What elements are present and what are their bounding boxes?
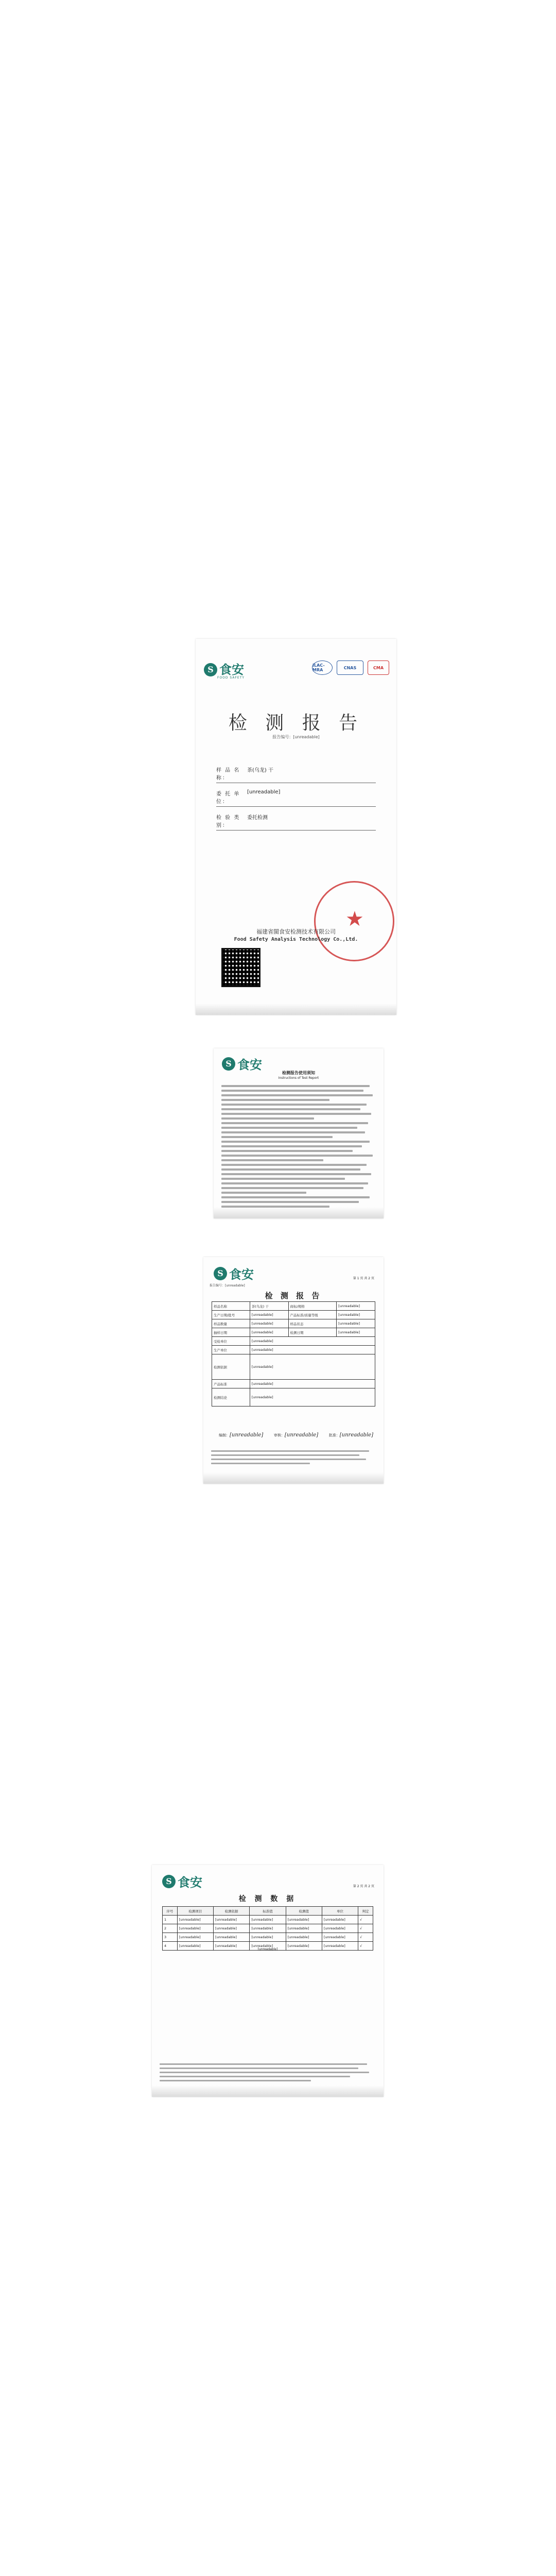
notice-body-text (221, 1082, 376, 1210)
logo-mark-icon: S (162, 1875, 176, 1888)
table-cell: √ (358, 1924, 373, 1933)
table-cell: [unreadable] (250, 1380, 375, 1388)
table-cell: 样品数量 (212, 1319, 250, 1328)
info-value: [unreadable] (247, 789, 281, 795)
table-cell: [unreadable] (250, 1346, 375, 1354)
report-number (210, 1283, 245, 1287)
data-table (162, 1906, 373, 1951)
table-cell: 检测结论 (212, 1388, 250, 1406)
table-cell: [unreadable] (250, 1916, 286, 1924)
table-row (212, 1319, 375, 1328)
certification-marks (312, 660, 389, 675)
table-cell: [unreadable] (250, 1924, 286, 1933)
sign-field (219, 1432, 263, 1438)
logo-text: 食安 (219, 662, 244, 677)
table-cell: [unreadable] (214, 1916, 250, 1924)
ilac-mark-icon: ILAC-MRA (312, 660, 333, 675)
table-cell: [unreadable] (214, 1942, 250, 1951)
info-row (216, 762, 376, 783)
table-row (163, 1924, 373, 1933)
logo-text: 食安 (237, 1057, 262, 1072)
report-number-value: [unreadable] (293, 735, 320, 739)
summary-table (212, 1301, 375, 1406)
table-cell: [unreadable] (337, 1328, 375, 1337)
report-title: 检 测 报 告 (228, 713, 364, 734)
table-row (212, 1380, 375, 1388)
table-cell: [unreadable] (286, 1916, 322, 1924)
logo-text: 食安 (229, 1267, 254, 1282)
notice-title: 检测报告使用须知 (282, 1071, 315, 1075)
sign-name: [unreadable] (339, 1432, 373, 1438)
table-cell: [unreadable] (322, 1924, 358, 1933)
logo-mark-icon: S (214, 1267, 227, 1280)
sign-name: [unreadable] (284, 1432, 319, 1438)
logo-mark-icon: S (204, 663, 217, 676)
table-cell: [unreadable] (250, 1942, 286, 1951)
table-cell: [unreadable] (250, 1388, 375, 1406)
report-number (196, 734, 396, 740)
logo-subtext: FOOD SAFETY (217, 676, 245, 680)
table-cell: 检测日期 (288, 1328, 337, 1337)
table-cell: [unreadable] (322, 1942, 358, 1951)
sign-field (329, 1432, 373, 1438)
info-label: 委 托 单 位： (216, 791, 240, 805)
table-row (212, 1302, 375, 1311)
table-cell: 抽样日期 (212, 1328, 250, 1337)
cma-mark-icon: CMA (368, 660, 389, 675)
table-cell: 商标/规格 (288, 1302, 337, 1311)
table-cell: [unreadable] (286, 1924, 322, 1933)
page-edge-shadow (152, 2086, 384, 2097)
notice-page (214, 1048, 384, 1218)
table-cell: 受检单位 (212, 1337, 250, 1346)
organization-name: 福建省閩食安检测技术有限公司 (256, 928, 336, 935)
footnote-text (211, 1448, 376, 1467)
page-number: 第 2 页 共 2 页 (353, 1885, 374, 1888)
sign-label: 编制： (219, 1433, 230, 1437)
page-number: 第 1 页 共 2 页 (353, 1277, 374, 1280)
info-value: 茶(乌龙) 干 (247, 768, 273, 773)
table-cell: 样品名称 (212, 1302, 250, 1311)
info-row (216, 786, 376, 807)
summary-title: 检 测 报 告 (265, 1291, 322, 1300)
table-cell: 生产日期/批号 (212, 1311, 250, 1319)
table-cell: 生产单位 (212, 1346, 250, 1354)
table-cell: [unreadable] (177, 1942, 213, 1951)
table-cell: 4 (163, 1942, 178, 1951)
page-edge-shadow (196, 1004, 396, 1015)
column-header: 检测项目 (177, 1907, 213, 1916)
table-cell: √ (358, 1916, 373, 1924)
table-cell: √ (358, 1933, 373, 1942)
summary-page (203, 1257, 384, 1484)
logo-text: 食安 (178, 1875, 202, 1890)
table-cell: 检测依据 (212, 1354, 250, 1380)
cover-info-fields (216, 762, 376, 834)
table-header-row (163, 1907, 373, 1916)
table-cell: 茶(乌龙) 干 (250, 1302, 288, 1311)
sign-name: [unreadable] (230, 1432, 264, 1438)
official-seal (314, 881, 394, 961)
table-cell: [unreadable] (322, 1916, 358, 1924)
table-row (212, 1311, 375, 1319)
notice-title-en: Instructions of Test Report (278, 1076, 319, 1080)
company-logo (162, 1872, 202, 1890)
table-row (163, 1933, 373, 1942)
table-cell: [unreadable] (286, 1942, 322, 1951)
info-value: 委托检测 (247, 815, 268, 821)
table-row (163, 1916, 373, 1924)
table-cell: 1 (163, 1916, 178, 1924)
table-cell: [unreadable] (337, 1311, 375, 1319)
table-cell: 3 (163, 1933, 178, 1942)
table-cell: √ (358, 1942, 373, 1951)
table-row (212, 1337, 375, 1346)
column-header: 检测值 (286, 1907, 322, 1916)
company-logo (204, 659, 245, 680)
qr-code (221, 948, 260, 987)
table-row (212, 1388, 375, 1406)
table-row (212, 1354, 375, 1380)
table-cell: [unreadable] (250, 1354, 375, 1380)
column-header: 判定 (358, 1907, 373, 1916)
sign-label: 批准： (328, 1433, 340, 1437)
column-header: 标准值 (250, 1907, 286, 1916)
info-row (216, 810, 376, 831)
end-of-data-mark: [unreadable] (257, 1947, 278, 1951)
sign-field (274, 1432, 318, 1438)
table-cell: [unreadable] (250, 1933, 286, 1942)
table-cell: [unreadable] (250, 1311, 288, 1319)
sign-label: 审核： (273, 1433, 285, 1437)
table-cell: 产品标准 (212, 1380, 250, 1388)
table-row (212, 1328, 375, 1337)
report-number-label: 报告编号： (272, 735, 293, 739)
table-cell: [unreadable] (214, 1933, 250, 1942)
seal-star-icon: ★ (345, 907, 364, 931)
column-header: 单位 (322, 1907, 358, 1916)
logo-mark-icon: S (222, 1057, 235, 1071)
data-page (152, 1865, 384, 2097)
info-label: 检 验 类 别： (216, 815, 240, 828)
info-label: 样 品 名 称： (216, 768, 240, 781)
table-cell: [unreadable] (337, 1319, 375, 1328)
table-cell: [unreadable] (286, 1933, 322, 1942)
cover-page (196, 639, 396, 1015)
table-cell: [unreadable] (214, 1924, 250, 1933)
page-edge-shadow (214, 1207, 384, 1218)
report-number-value: [unreadable] (225, 1284, 245, 1287)
table-cell: [unreadable] (250, 1319, 288, 1328)
table-cell: [unreadable] (250, 1328, 288, 1337)
report-number-label: 报告编号： (210, 1284, 225, 1287)
footnote-text (160, 2061, 376, 2084)
column-header: 序号 (163, 1907, 178, 1916)
data-title: 检 测 数 据 (238, 1895, 297, 1903)
table-row (212, 1346, 375, 1354)
table-cell: [unreadable] (177, 1924, 213, 1933)
table-cell: [unreadable] (337, 1302, 375, 1311)
table-cell: [unreadable] (177, 1933, 213, 1942)
table-cell: 样品状态 (288, 1319, 337, 1328)
table-cell: [unreadable] (322, 1933, 358, 1942)
organization-name-en: Food Safety Analysis Technology Co.,Ltd. (234, 937, 358, 942)
company-logo (214, 1264, 254, 1282)
signature-row (219, 1432, 373, 1438)
column-header: 检测依据 (214, 1907, 250, 1916)
table-cell: [unreadable] (177, 1916, 213, 1924)
cnas-mark-icon: CNAS (337, 660, 363, 675)
page-edge-shadow (203, 1472, 384, 1484)
table-cell: 2 (163, 1924, 178, 1933)
table-cell: 产品标准/质量等级 (288, 1311, 337, 1319)
table-cell: [unreadable] (250, 1337, 375, 1346)
